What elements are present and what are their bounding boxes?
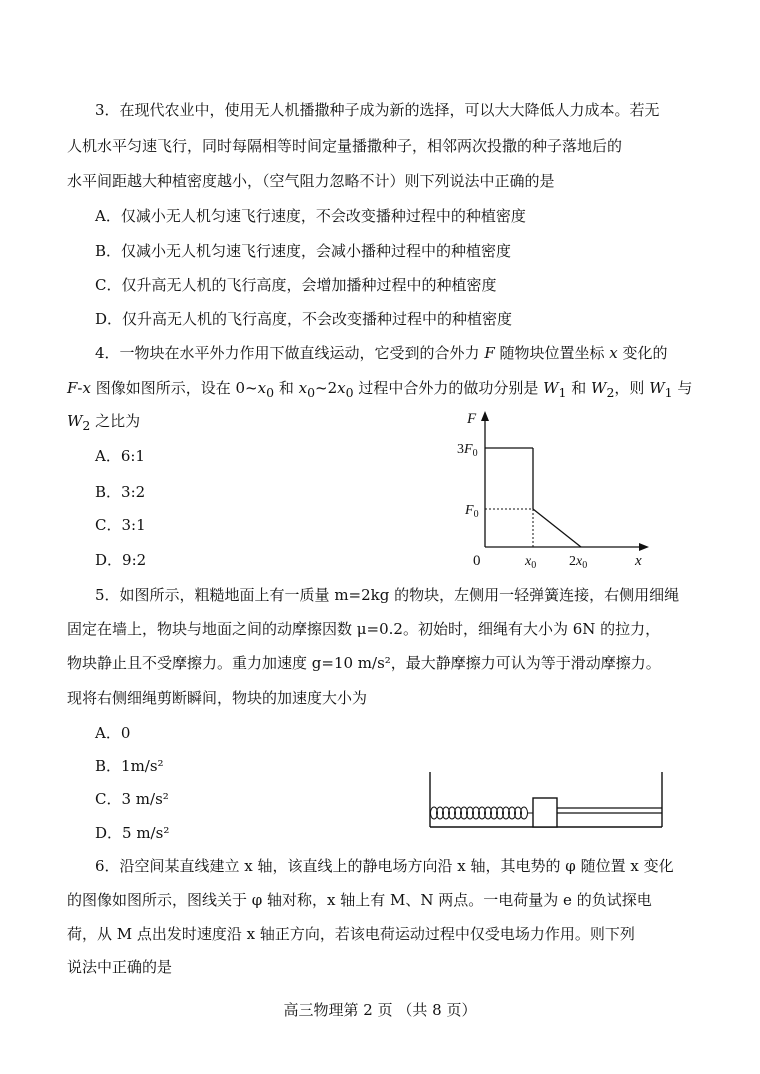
q4-option-d: D．9:2 xyxy=(95,551,147,569)
q4-line-2: F-x 图像如图所示，设在 $0\sim x_0$ 和 $x_0\sim 2x_0$ 过程中合外力的做功分别是 $W_1$ 和 $W_2$，则 $W_1$ 与 xyxy=(67,379,693,400)
q5-option-b: B．1m/s² xyxy=(95,757,164,775)
graph-x-arrow xyxy=(639,543,649,551)
q3-option-b: B．仅减小无人机匀速飞行速度，会减小播种过程中的种植密度 xyxy=(95,242,512,260)
q3-option-d: D．仅升高无人机的飞行高度，不会改变播种过程中的种植密度 xyxy=(95,310,513,328)
q5-option-d: D．5 m/s² xyxy=(95,824,170,842)
q5-line-4: 现将右侧细绳剪断瞬间，物块的加速度大小为 xyxy=(67,689,368,707)
graph-decreasing-segment xyxy=(533,509,581,547)
q4-line-1: 4．一物块在水平外力作用下做直线运动，它受到的合外力 F 随物块位置坐标 x 变化的 xyxy=(95,344,668,362)
q6-line-4: 说法中正确的是 xyxy=(67,958,173,976)
graph-y-label: F xyxy=(467,411,477,427)
graph-origin-label: 0 xyxy=(473,553,481,569)
q3-line-3: 水平间距越大种植密度越小，（空气阻力忽略不计）则下列说法中正确的是 xyxy=(67,172,555,190)
spring xyxy=(431,807,534,819)
graph-tick-f0: $F_0$ xyxy=(465,503,479,520)
page-footer: 高三物理第 2 页 （共 8 页） xyxy=(283,1001,477,1019)
q5-line-3: 物块静止且不受摩擦力。重力加速度 g=10 m/s²，最大静摩擦力可认为等于滑动摩擦力。 xyxy=(67,654,661,672)
block xyxy=(533,798,557,827)
q4-line-3: $W_2$ 之比为 xyxy=(67,412,141,433)
graph-tick-2x0: $2x_0$ xyxy=(569,554,588,571)
graph-x-label: x xyxy=(635,553,642,569)
q3-line-2: 人机水平匀速飞行，同时每隔相等时间定量播撒种子，相邻两次投撒的种子落地后的 xyxy=(67,137,623,155)
q5-option-a: A．0 xyxy=(95,724,131,742)
q5-line-2: 固定在墙上，物块与地面之间的动摩擦因数 μ=0.2。初始时，细绳有大小为 6N 的拉力， xyxy=(67,620,661,638)
q6-line-2: 的图像如图所示，图线关于 φ 轴对称，x 轴上有 M、N 两点。一电荷量为 e 的负试探电 xyxy=(67,891,652,909)
q3-option-c: C．仅升高无人机的飞行高度，会增加播种过程中的种植密度 xyxy=(95,276,497,294)
q5-line-1: 5．如图所示，粗糙地面上有一质量 m=2kg 的物块，左侧用一轻弹簧连接，右侧用细绳 xyxy=(95,586,680,604)
graph-tick-x0: $x_0$ xyxy=(525,554,537,571)
q3-line-1: 3．在现代农业中，使用无人机播撒种子成为新的选择，可以大大降低人力成本。若无 xyxy=(95,101,660,119)
q6-line-1: 6．沿空间某直线建立 x 轴，该直线上的静电场方向沿 x 轴，其电势的 φ 随位置 x 变化 xyxy=(95,857,674,875)
graph-tick-3f0: $3F_0$ xyxy=(457,442,478,459)
q5-option-c: C．3 m/s² xyxy=(95,790,169,808)
q4-force-position-graph xyxy=(455,405,685,575)
q4-option-a: A．6:1 xyxy=(95,447,145,465)
graph-y-arrow xyxy=(481,411,489,421)
q4-option-c: C．3:1 xyxy=(95,516,146,534)
q6-line-3: 荷，从 M 点出发时速度沿 x 轴正方向，若该电荷运动过程中仅受电场力作用。则下列 xyxy=(67,925,635,943)
q3-option-a: A．仅减小无人机匀速飞行速度，不会改变播种过程中的种植密度 xyxy=(95,207,526,225)
q4-option-b: B．3:2 xyxy=(95,483,146,501)
q5-spring-block-diagram xyxy=(425,772,675,832)
